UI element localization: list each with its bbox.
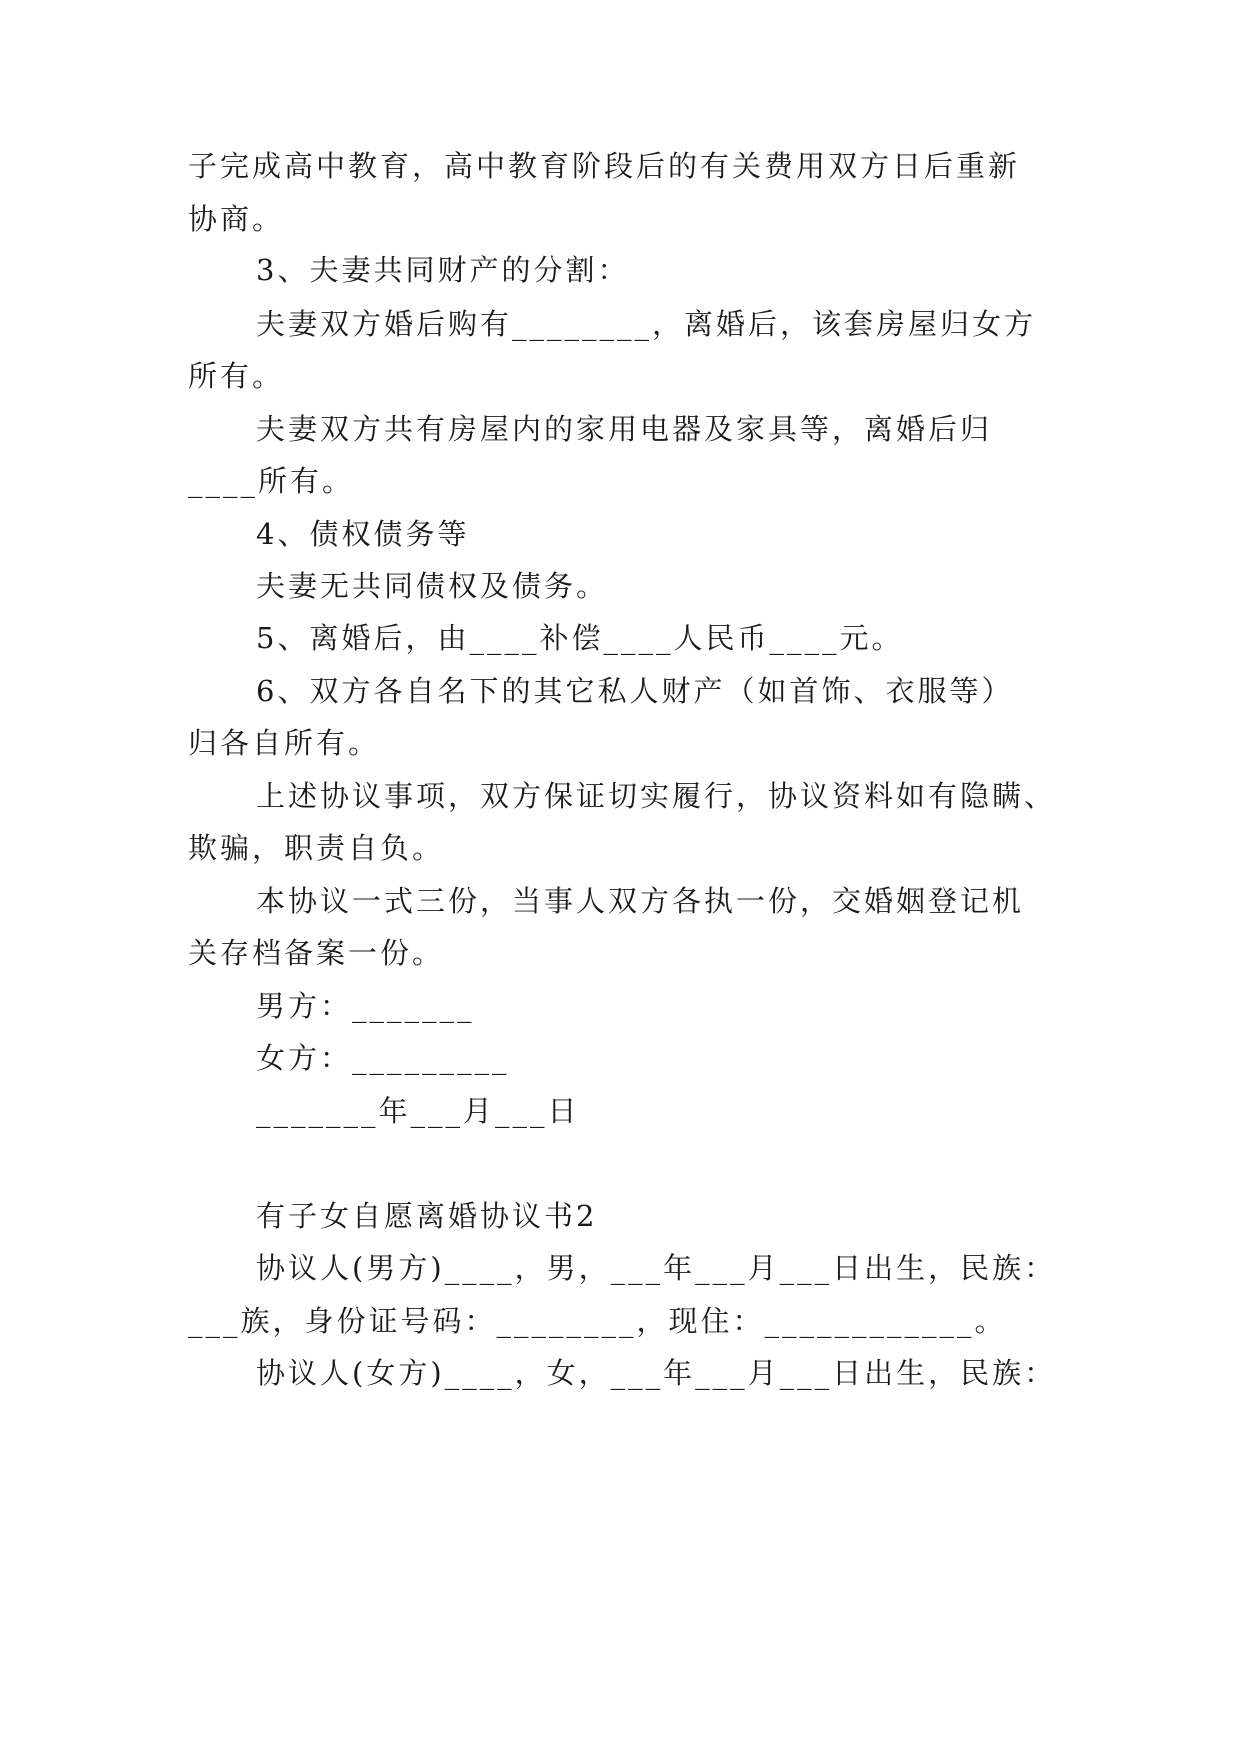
text-line: 夫妻双方共有房屋内的家用电器及家具等，离婚后归 — [256, 412, 993, 446]
text-line: 归各自所有。 — [188, 726, 381, 760]
signature-date: _______年___月___日 — [256, 1094, 580, 1128]
text-line: 夫妻双方婚后购有________，离婚后，该套房屋归女方 — [256, 307, 1037, 341]
text-line: 6、双方各自名下的其它私人财产（如首饰、衣服等） — [256, 674, 1014, 708]
text-line: 所有。 — [188, 359, 285, 393]
text-line: 欺骗，职责自负。 — [188, 831, 445, 865]
text-line: 协议人(女方)____，女，___年___月___日出生，民族： — [256, 1356, 1057, 1390]
text-line: 协商。 — [188, 202, 285, 236]
section-heading: 4、债权债务等 — [256, 517, 470, 551]
text-line: 关存档备案一份。 — [188, 936, 445, 970]
text-line: 本协议一式三份，当事人双方各执一份，交婚姻登记机 — [256, 884, 1025, 918]
signature-male: 男方：_______ — [256, 989, 475, 1023]
text-line: 5、离婚后，由____补偿____人民币____元。 — [256, 621, 904, 655]
text-line: ____所有。 — [188, 464, 355, 498]
section-heading: 3、夫妻共同财产的分割： — [256, 253, 630, 287]
document-title: 有子女自愿离婚协议书2 — [256, 1199, 598, 1233]
text-line: 夫妻无共同债权及债务。 — [256, 569, 609, 603]
signature-female: 女方：_________ — [256, 1041, 510, 1075]
text-line: 协议人(男方)____，男，___年___月___日出生，民族： — [256, 1251, 1057, 1285]
text-line: ___族，身份证号码：________，现住：____________。 — [188, 1304, 1007, 1338]
text-line: 子完成高中教育，高中教育阶段后的有关费用双方日后重新 — [188, 149, 1021, 183]
text-line: 上述协议事项，双方保证切实履行，协议资料如有隐瞒、 — [256, 779, 1057, 813]
